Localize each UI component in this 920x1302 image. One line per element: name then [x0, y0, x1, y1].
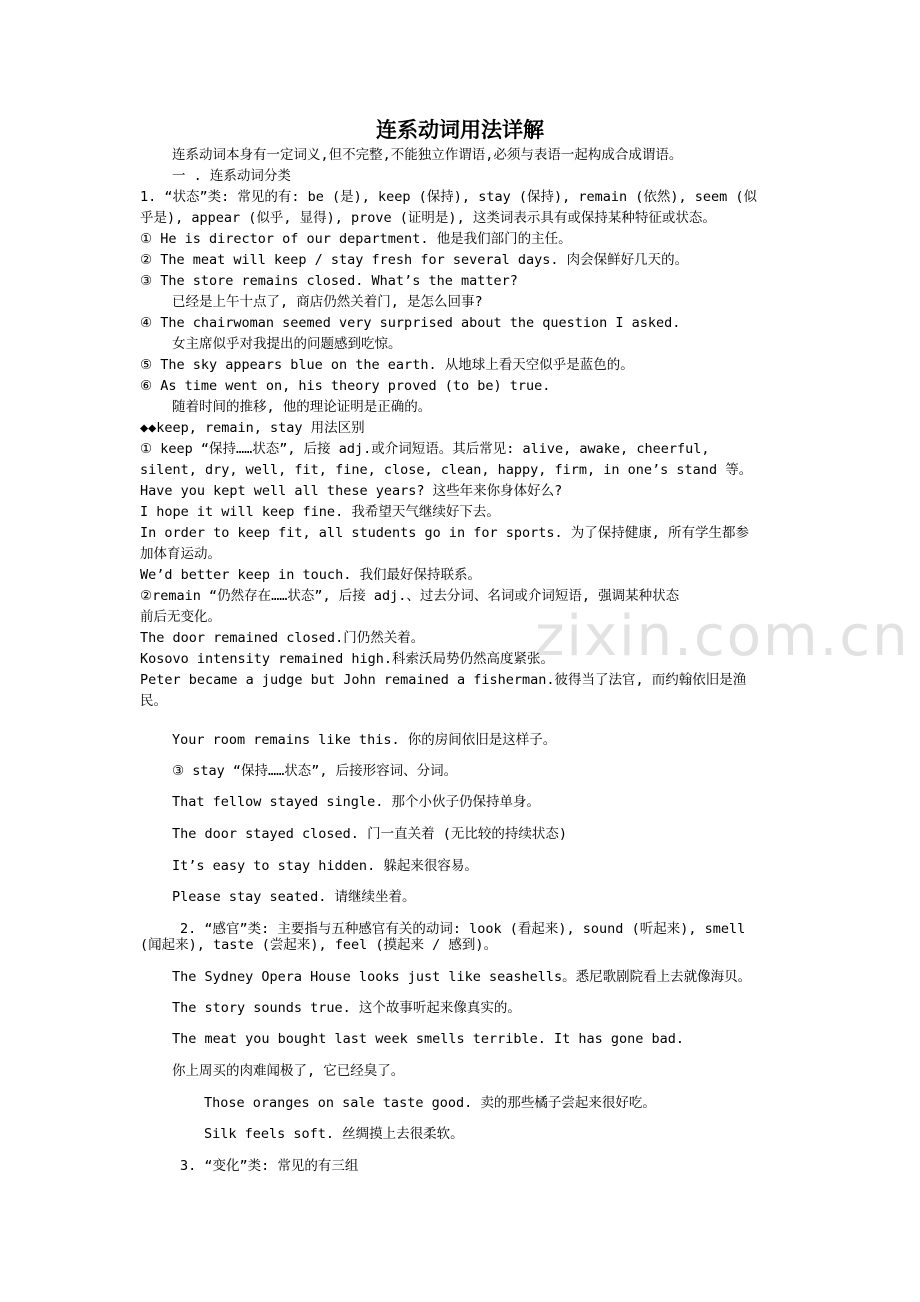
paragraph-line: ① keep “保持……状态”, 后接 adj.或介词短语。其后常见: alive, awake, cheerful, [140, 441, 710, 457]
section-heading: 一 . 连系动词分类 [172, 168, 291, 184]
paragraph-line: ②remain “仍然存在……状态”, 后接 adj.、过去分词、名词或介词短语, 强调某种状态 [140, 588, 680, 604]
example-line: I hope it will keep fine. 我希望天气继续好下去。 [140, 504, 500, 520]
example-line: ⑤ The sky appears blue on the earth. 从地球上看天空似乎是蓝色的。 [140, 357, 634, 373]
example-line: Kosovo intensity remained high.科索沃局势仍然高度紧张。 [140, 651, 554, 667]
document-title: 连系动词用法详解 [376, 118, 544, 142]
example-line: ④ The chairwoman seemed very surprised about the question I asked. [140, 315, 681, 331]
example-line: That fellow stayed single. 那个小伙子仍保持单身。 [172, 794, 540, 810]
paragraph-line: ③ stay “保持……状态”, 后接形容词、分词。 [172, 763, 458, 779]
paragraph-line: 2. “感官”类: 主要指与五种感官有关的动词: look (看起来), sound (听起来), smell [180, 921, 746, 937]
example-line: ② The meat will keep / stay fresh for several days. 肉会保鲜好几天的。 [140, 252, 689, 268]
example-line: The story sounds true. 这个故事听起来像真实的。 [172, 1000, 521, 1016]
example-line: ③ The store remains closed. What’s the matter? [140, 273, 518, 289]
example-line: 民。 [140, 693, 167, 709]
section-heading: ◆◆keep, remain, stay 用法区别 [140, 420, 365, 436]
paragraph-line: 3. “变化”类: 常见的有三组 [180, 1158, 359, 1174]
example-line: The Sydney Opera House looks just like seashells。悉尼歌剧院看上去就像海贝。 [172, 969, 752, 985]
example-line: Peter became a judge but John remained a fisherman.彼得当了法官, 而约翰依旧是渔 [140, 672, 747, 688]
example-line: 加体育运动。 [140, 546, 221, 562]
translation-line: 已经是上午十点了, 商店仍然关着门, 是怎么回事? [172, 294, 483, 310]
example-line: Those oranges on sale taste good. 卖的那些橘子尝起来很好吃。 [204, 1095, 656, 1111]
paragraph-line: 前后无变化。 [140, 609, 221, 625]
example-line: The door stayed closed. 门一直关着 (无比较的持续状态) [172, 826, 567, 842]
example-line: It’s easy to stay hidden. 躲起来很容易。 [172, 858, 478, 874]
example-line: Please stay seated. 请继续坐着。 [172, 889, 416, 905]
translation-line: 女主席似乎对我提出的问题感到吃惊。 [172, 336, 402, 352]
example-line: In order to keep fit, all students go in for sports. 为了保持健康, 所有学生都参 [140, 525, 750, 541]
paragraph-line: silent, dry, well, fit, fine, close, clean, happy, firm, in one’s stand 等。 [140, 462, 753, 478]
example-line: Your room remains like this. 你的房间依旧是这样子。 [172, 732, 557, 748]
paragraph-line: 连系动词本身有一定词义,但不完整,不能独立作谓语,必须与表语一起构成合成谓语。 [172, 147, 683, 163]
example-line: Have you kept well all these years? 这些年来你身体好么? [140, 483, 563, 499]
translation-line: 你上周买的肉难闻极了, 它已经臭了。 [172, 1063, 405, 1079]
watermark: zixin.com.cn [535, 604, 910, 669]
paragraph-line: 1. “状态”类: 常见的有: be (是), keep (保持), stay (保持), remain (依然), seem (似 [140, 189, 758, 205]
example-line: Silk feels soft. 丝绸摸上去很柔软。 [204, 1126, 464, 1142]
translation-line: 随着时间的推移, 他的理论证明是正确的。 [172, 399, 432, 415]
example-line: The meat you bought last week smells terrible. It has gone bad. [172, 1031, 685, 1047]
example-line: We’d better keep in touch. 我们最好保持联系。 [140, 567, 481, 583]
paragraph-line: 乎是), appear (似乎, 显得), prove (证明是), 这类词表示具有或保持某种特征或状态。 [140, 210, 716, 226]
example-line: The door remained closed.门仍然关着。 [140, 630, 425, 646]
paragraph-line: (闻起来), taste (尝起来), feel (摸起来 / 感到)。 [140, 937, 498, 953]
example-line: ① He is director of our department. 他是我们部门的主任。 [140, 231, 572, 247]
example-line: ⑥ As time went on, his theory proved (to be) true. [140, 378, 551, 394]
